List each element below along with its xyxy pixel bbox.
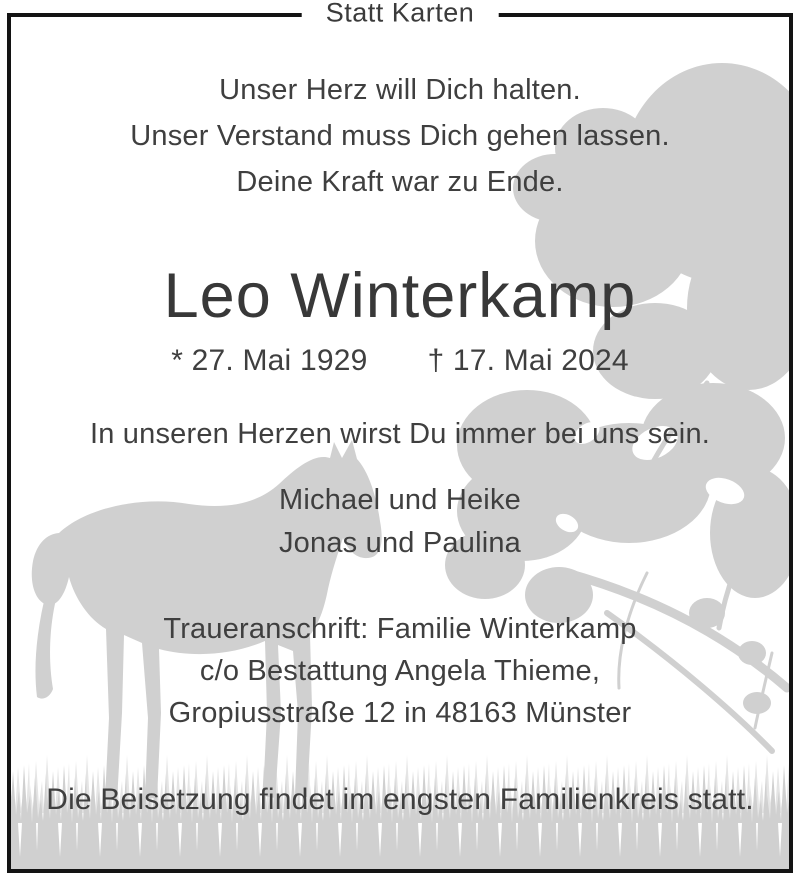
death-date: † 17. Mai 2024: [427, 344, 629, 377]
verse-line: Unser Verstand muss Dich gehen lassen.: [130, 120, 670, 152]
mourners: [7, 479, 793, 565]
verse-line: Deine Kraft war zu Ende.: [236, 166, 564, 198]
remembrance-line: In unseren Herzen wirst Du immer bei uns sein.: [89, 418, 711, 450]
address-line: c/o Bestattung Angela Thieme,: [199, 655, 601, 687]
verse-line: Unser Herz will Dich halten.: [219, 74, 581, 106]
address-line: Traueranschrift: Familie Winterkamp: [163, 613, 637, 645]
statt-karten-label: Statt Karten: [302, 0, 499, 32]
mourners-line: Michael und Heike: [279, 484, 521, 516]
memorial-verse: [7, 67, 793, 205]
condolence-address: [7, 608, 793, 734]
deceased-name: Leo Winterkamp: [163, 261, 637, 331]
birth-date: * 27. Mai 1929: [171, 344, 368, 377]
address-line: Gropiusstraße 12 in 48163 Münster: [168, 697, 632, 729]
life-dates: [7, 343, 793, 379]
mourners-line: Jonas und Paulina: [278, 527, 522, 559]
funeral-note: Die Beisetzung findet im engsten Familienkreis statt.: [46, 783, 754, 816]
